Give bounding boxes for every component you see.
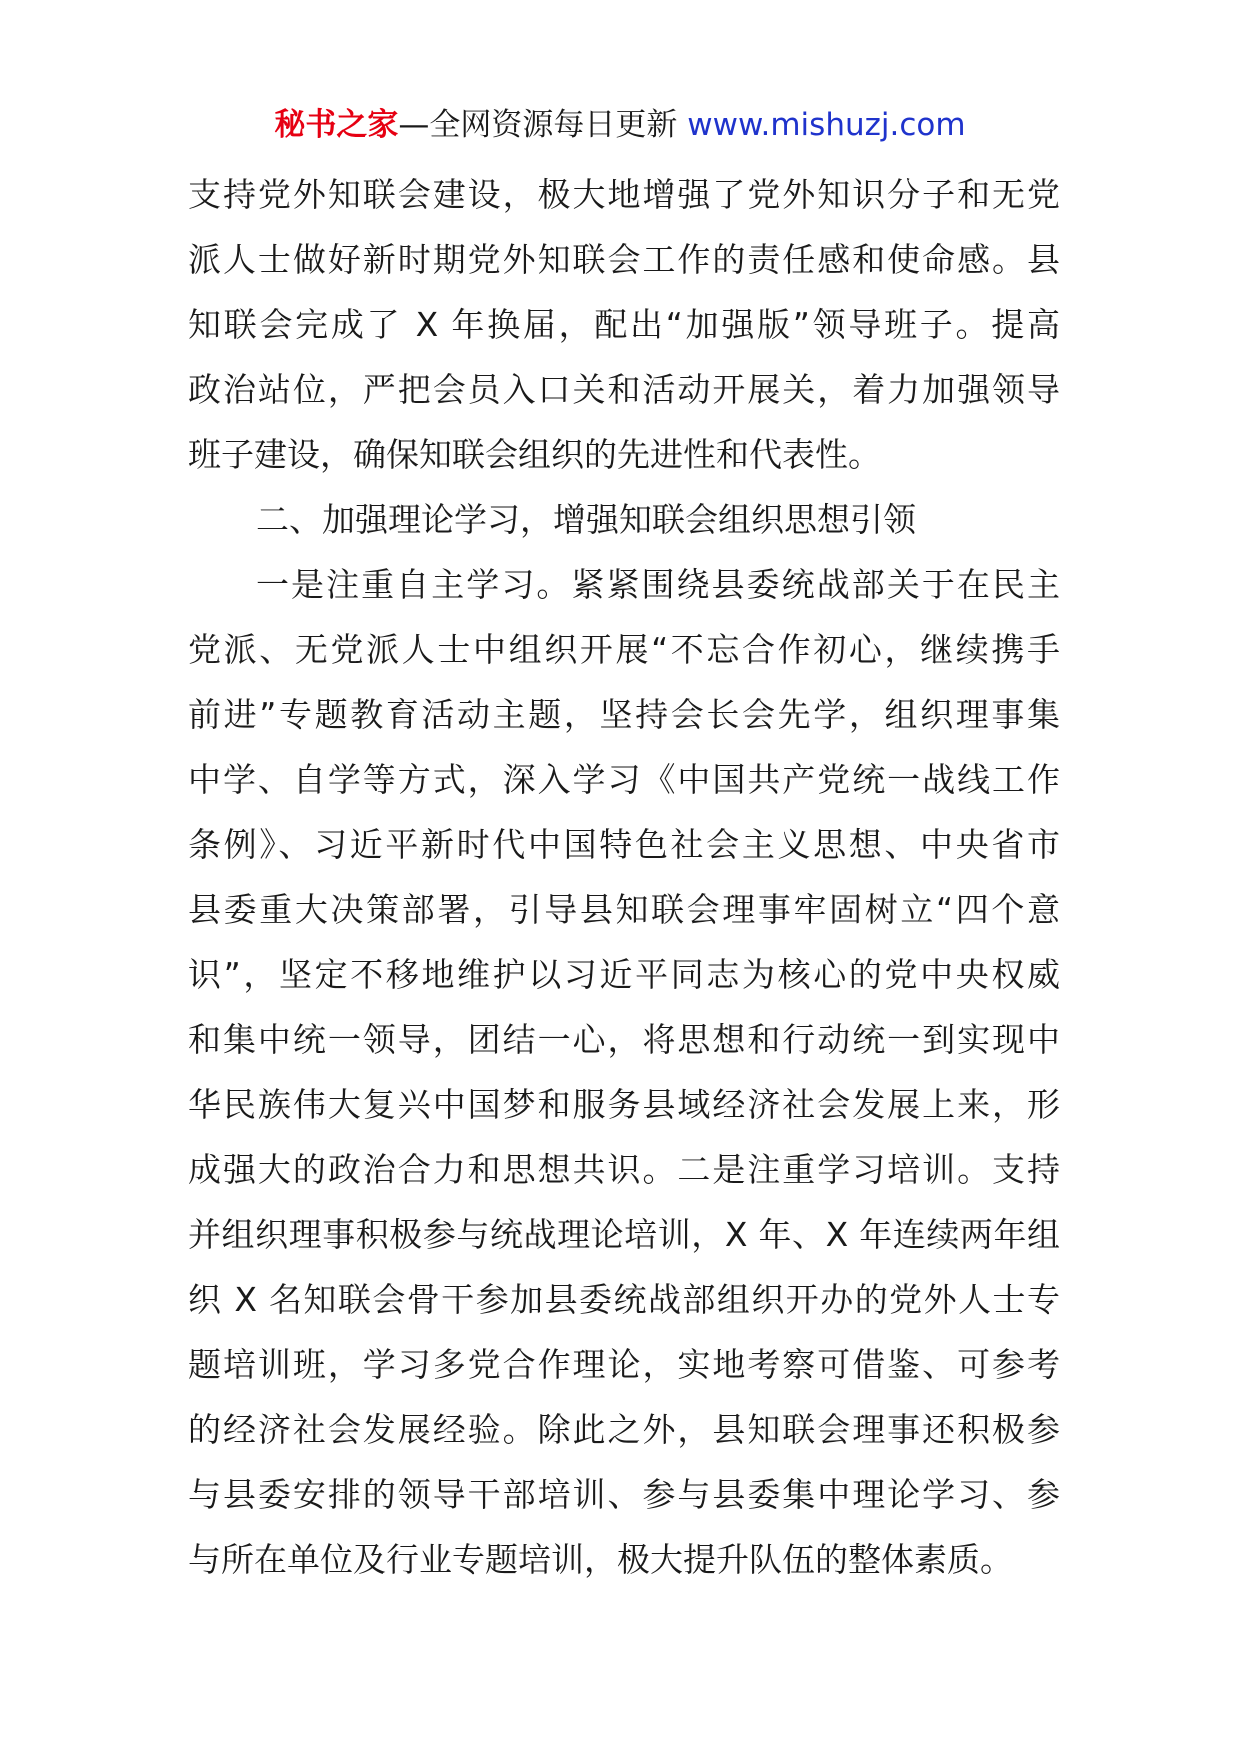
paragraph-1 <box>188 162 1060 487</box>
page-header <box>0 100 1240 150</box>
section-heading <box>188 487 1060 552</box>
document-body <box>188 162 1060 1592</box>
text-line: 成强大的政治合力和思想共识。二是注重学习培训。支持 <box>188 1150 1060 1189</box>
text-line: 识”，坚定不移地维护以习近平同志为核心的党中央权威 <box>188 955 1060 994</box>
heading-line: 二、加强理论学习，增强知联会组织思想引领 <box>256 500 916 539</box>
text-line: 派人士做好新时期党外知联会工作的责任感和使命感。县 <box>188 240 1060 279</box>
text-line: 支持党外知联会建设，极大地增强了党外知识分子和无党 <box>188 175 1060 214</box>
text-line: 中学、自学等方式，深入学习《中国共产党统一战线工作 <box>188 760 1060 799</box>
text-line: 并组织理事积极参与统战理论培训，X 年、X 年连续两年组 <box>188 1215 1060 1254</box>
text-line: 知联会完成了 X 年换届，配出“加强版”领导班子。提高 <box>188 305 1060 344</box>
text-line: 班子建设，确保知联会组织的先进性和代表性。 <box>188 435 881 474</box>
text-line: 和集中统一领导，团结一心，将思想和行动统一到实现中 <box>188 1020 1060 1059</box>
paragraph-2 <box>188 552 1060 1592</box>
text-line: 织 X 名知联会骨干参加县委统战部组织开办的党外人士专 <box>188 1280 1060 1319</box>
text-line: 党派、无党派人士中组织开展“不忘合作初心，继续携手 <box>188 630 1060 669</box>
site-tagline: —全网资源每日更新 <box>398 107 688 143</box>
text-line: 县委重大决策部署，引导县知联会理事牢固树立“四个意 <box>188 890 1060 929</box>
text-line: 的经济社会发展经验。除此之外，县知联会理事还积极参 <box>188 1410 1060 1449</box>
site-url[interactable]: www.mishuzj.com <box>687 107 966 143</box>
text-line: 一是注重自主学习。紧紧围绕县委统战部关于在民主 <box>256 565 1060 604</box>
text-line: 前进”专题教育活动主题，坚持会长会先学，组织理事集 <box>188 695 1060 734</box>
text-line: 华民族伟大复兴中国梦和服务县域经济社会发展上来，形 <box>188 1085 1060 1124</box>
text-line: 与县委安排的领导干部培训、参与县委集中理论学习、参 <box>188 1475 1060 1514</box>
text-line: 题培训班，学习多党合作理论，实地考察可借鉴、可参考 <box>188 1345 1060 1384</box>
site-brand: 秘书之家 <box>274 107 399 143</box>
text-line: 条例》、习近平新时代中国特色社会主义思想、中央省市 <box>188 825 1060 864</box>
text-line: 与所在单位及行业专题培训，极大提升队伍的整体素质。 <box>188 1540 1013 1579</box>
text-line: 政治站位，严把会员入口关和活动开展关，着力加强领导 <box>188 370 1060 409</box>
